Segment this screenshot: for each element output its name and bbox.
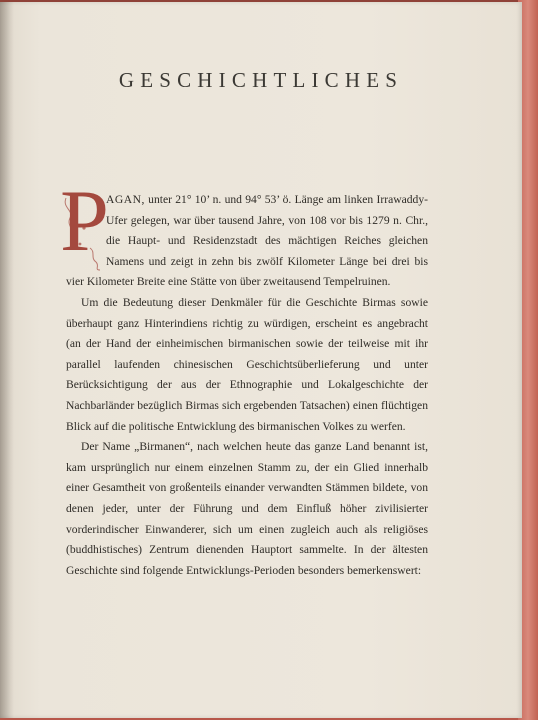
book-page <box>0 2 522 718</box>
paragraph-1 <box>60 173 428 293</box>
paragraph-2: Um die Bedeutung dieser Denkmäler für die Geschichte Birmas sowie überhaupt ganz Hinterindiens richtig zu würdigen, erscheint es angebracht (an der Hand der einheimischen birmanischen sowie der teilweise mit ihr parallel laufenden chinesischen Geschichtsüberlieferung und unter Berücksichtigung der aus der Ethnographie und Lokalgeschichte der Nachbarländer bezüglich Birmas sich ergebenden Tatsachen) einen flüchtigen Blick auf die politische Entwicklung des birmanischen Volkes zu werfen. <box>66 295 428 433</box>
paragraph-3: Der Name „Birmanen“, nach welchen heute das ganze Land benannt ist, kam ursprünglich nur einem einzelnen Stamm zu, der ein Glied innerhalb einer Gesamtheit von großenteils einander verwandten Stämmen bildete, von denen jeder, unter der Führung und dem Einfluß höher zivilisierter vorderindischer Einwanderer, sich um einen zugleich auch als religiöses (buddhistisches) Zentrum dienenden Hauptort sammelte. In der ältesten Geschichte sind folgende Entwicklungs-Perioden besonders bemerkenswert: <box>66 440 428 577</box>
paragraph-1-lead: AGAN, <box>106 193 145 206</box>
dropcap-letter: P <box>60 173 109 270</box>
page-gutter-shadow <box>0 2 14 718</box>
chapter-title: GESCHICHTLICHES <box>118 68 404 92</box>
decorative-initial-p <box>60 173 109 270</box>
body-text <box>60 173 428 581</box>
paragraph-1-text: unter 21° 10’ n. und 94° 53’ ö. Länge am linken Irrawaddy-Ufer gelegen, war über tausend Jahre, von 108 vor bis 1279 n. Chr., die Haupt- und Residenzstadt des mächtigen Reiches gleichen Namens und zeigt in zehn bis zwölf Kilometer Länge bei drei bis vier Kilometer Breite eine Stätte von über zweitausend Tempelruinen. <box>66 193 428 289</box>
